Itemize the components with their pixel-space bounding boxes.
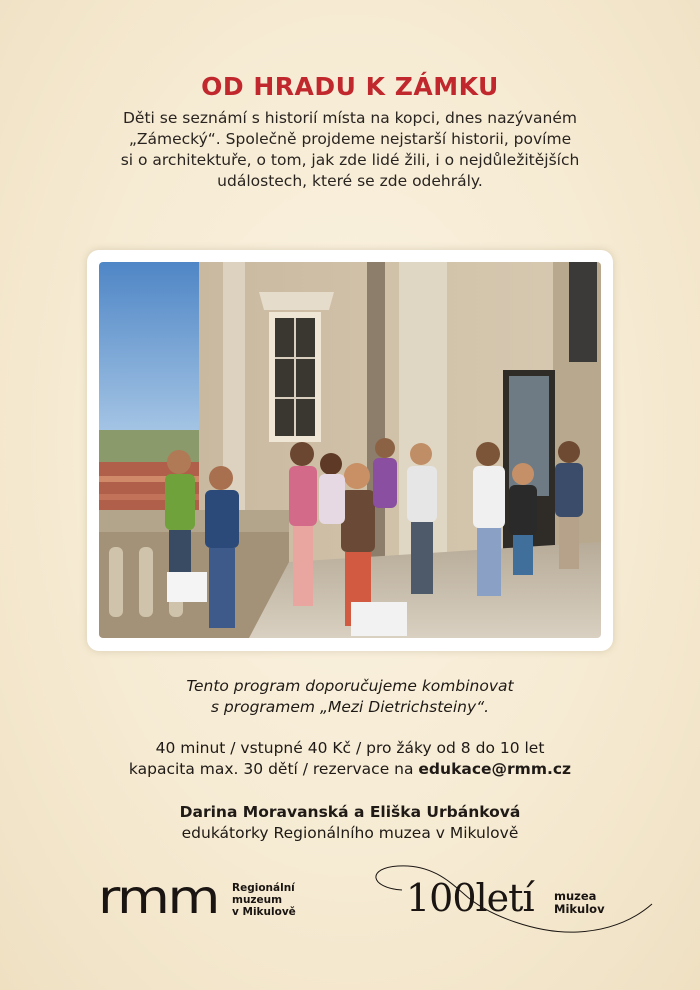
intro-paragraph — [100, 108, 600, 192]
centenary-logo-caption — [554, 890, 605, 916]
intro-line: „Zámecký“. Společně projdeme nejstarší historii, povíme — [128, 130, 572, 148]
recommendation-line: s programem „Mezi Dietrichsteiny“. — [210, 698, 490, 716]
details-line — [0, 759, 700, 780]
author-role: edukátorky Regionálního muzea v Mikulově — [181, 824, 519, 842]
intro-line: Děti se seznámí s historií místa na kopci, dnes nazývaném — [122, 109, 578, 127]
recommendation-text — [0, 676, 700, 718]
intro-line: událostech, které se zde odehrály. — [217, 172, 483, 190]
details-line: 40 minut / vstupné 40 Kč / pro žáky od 8 do 10 let — [155, 739, 545, 757]
centenary-caption-line: Mikulov — [554, 902, 605, 916]
intro-line: si o architektuře, o tom, jak zde lidé žili, i o nejdůležitějších — [120, 151, 580, 169]
email-link[interactable]: edukace@rmm.cz — [418, 760, 572, 778]
authors-block — [0, 802, 700, 844]
rmm-caption-line: muzeum — [232, 894, 283, 906]
photo-frame — [87, 250, 613, 651]
details-capacity: kapacita max. 30 dětí / rezervace na — [128, 760, 419, 778]
photo-illustration — [99, 262, 601, 638]
recommendation-line: Tento program doporučujeme kombinovat — [186, 677, 514, 695]
program-details — [0, 738, 700, 780]
photo-children-at-castle — [99, 262, 601, 638]
rmm-caption-line: v Mikulově — [232, 906, 296, 918]
rmm-caption-line: Regionální — [232, 882, 295, 894]
centenary-caption-line: muzea — [554, 889, 597, 903]
rmm-logo — [98, 870, 298, 924]
author-names: Darina Moravanská a Eliška Urbánková — [179, 803, 521, 821]
rmm-logo-mark: rmm — [98, 870, 219, 924]
rmm-logo-caption — [232, 882, 296, 918]
centenary-logo-mark: 100letí — [406, 876, 534, 920]
centenary-logo — [368, 860, 658, 940]
page-title: OD HRADU K ZÁMKU — [201, 72, 499, 101]
